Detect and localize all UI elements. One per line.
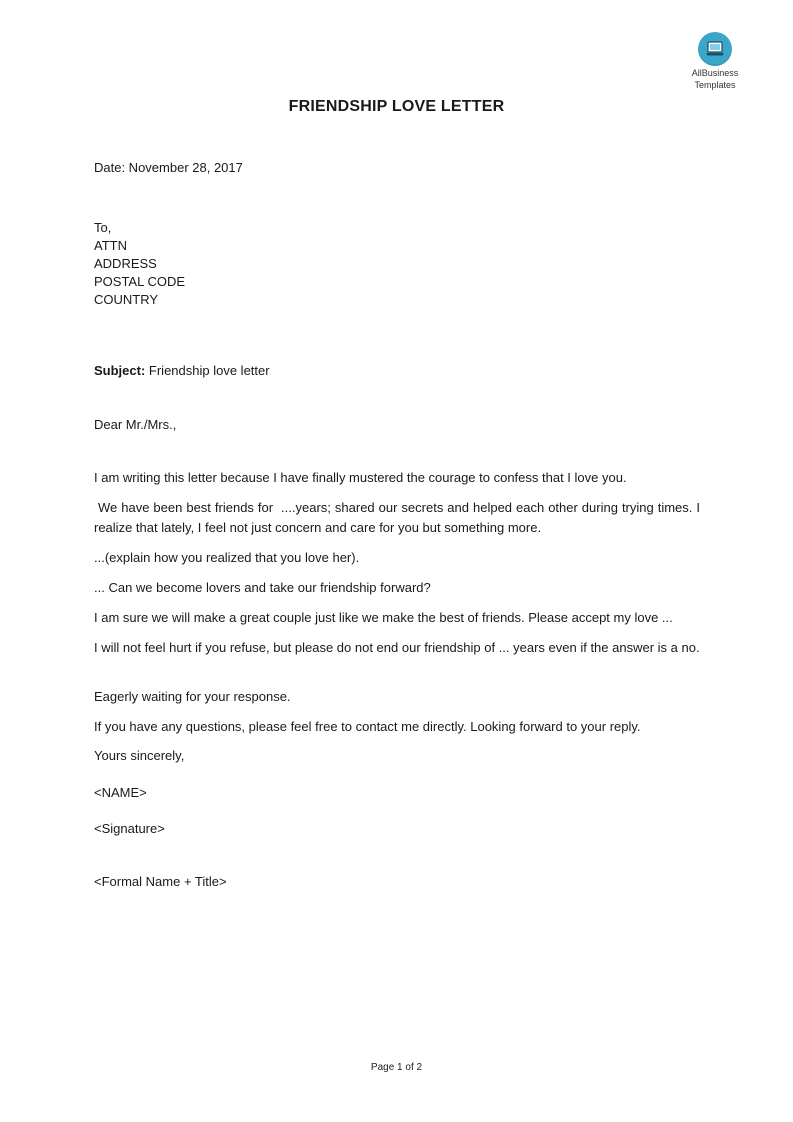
paragraph-1: I am writing this letter because I have finally mustered the courage to confess that I love you. [94, 470, 627, 485]
subject-text: Friendship love letter [145, 363, 270, 378]
address-line: ADDRESS [94, 256, 157, 271]
paragraph-6: I will not feel hurt if you refuse, but please do not end our friendship of ... years even if the answer is a no. [94, 640, 700, 655]
logo-text-line1: AllBusiness [691, 68, 739, 78]
laptop-icon [698, 32, 732, 66]
closing: Yours sincerely, [94, 748, 185, 763]
logo-text-line2: Templates [694, 80, 736, 90]
recipient-address-block [94, 219, 185, 309]
sender-name: <NAME> [94, 785, 147, 800]
subject-line [94, 362, 270, 380]
salutation: Dear Mr./Mrs., [94, 417, 177, 432]
address-attn: ATTN [94, 238, 127, 253]
page-number: Page 1 of 2 [370, 1062, 423, 1073]
address-country: COUNTRY [94, 292, 159, 307]
brand-logo [682, 30, 748, 90]
address-to: To, [94, 220, 112, 235]
paragraph-7: Eagerly waiting for your response. [94, 689, 291, 704]
letter-date: Date: November 28, 2017 [94, 160, 243, 175]
paragraph-8: If you have any questions, please feel free to contact me directly. Looking forward to your reply. [94, 719, 641, 734]
subject-label: Subject: [94, 363, 146, 378]
paragraph-5: I am sure we will make a great couple just like we make the best of friends. Please accept my love ... [94, 610, 673, 625]
address-postal-code: POSTAL CODE [94, 274, 186, 289]
paragraph-3: ...(explain how you realized that you love her). [94, 550, 360, 565]
sender-formal-name: <Formal Name + Title> [94, 874, 227, 889]
sender-signature: <Signature> [94, 821, 165, 836]
document-title: FRIENDSHIP LOVE LETTER [288, 98, 505, 115]
paragraph-2: We have been best friends for ....years; shared our secrets and helped each other during trying times. I realize that lately, I feel not just concern and care for you but something more. [94, 500, 704, 535]
paragraph-4: ... Can we become lovers and take our friendship forward? [94, 580, 431, 595]
